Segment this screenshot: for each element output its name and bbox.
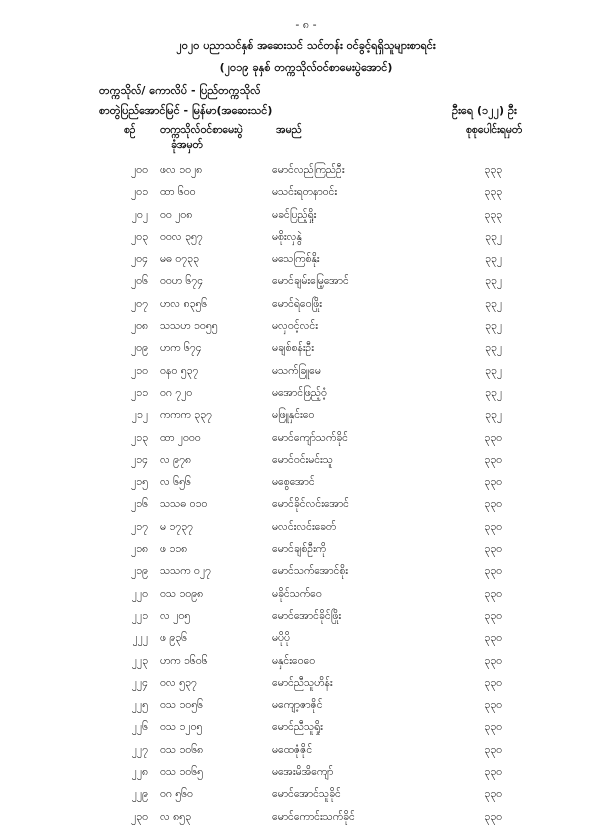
results-table [0, 164, 612, 833]
university-line: တက္ကသိုလ်/ ကောလိပ် - ပြည်တက္ကသိုလ် [99, 84, 261, 97]
table-row [0, 632, 612, 654]
header-no: စဉ် [124, 124, 136, 136]
total-score: ၃၃၀ [484, 476, 502, 489]
row-number: ၂၂၁ [131, 609, 148, 622]
table-row [0, 543, 612, 565]
total-score: ၃၃၀ [484, 699, 502, 712]
total-score: ၃၃၀ [484, 766, 502, 779]
total-score: ၃၃၀ [484, 676, 502, 689]
total-score: ၃၃၃ [484, 164, 502, 176]
row-number: ၂၀၈ [130, 320, 148, 333]
total-score: ၃၃၀ [484, 543, 502, 556]
total-score: ၃၃၀ [484, 721, 502, 734]
table-row [0, 365, 612, 387]
total-count: ဦးရေ (၁၂၂) ဦး [452, 104, 517, 117]
row-number: ၂၂၉ [131, 788, 148, 801]
header-roll-line1: တက္ကသိုလ်ဝင်စာမေးပွဲ [160, 124, 243, 136]
roll-number: သသဟ ၁၀၅၅ [160, 320, 218, 333]
table-row [0, 766, 612, 788]
row-number: ၂၂၂ [132, 632, 148, 645]
student-name: မသေကြစ်နိုး [272, 253, 320, 266]
student-name: မလှဝင့်လင်း [272, 320, 318, 333]
roll-number: ဖ ၉၃၆ [160, 632, 188, 645]
table-row [0, 231, 612, 253]
roll-number: ဝသ ၁၀၆၈ [160, 743, 204, 756]
row-number: ၂၁၇ [131, 520, 148, 533]
table-row [0, 476, 612, 498]
table-row [0, 342, 612, 364]
student-name: မောင်ဝင်းမင်းသူ [272, 453, 333, 466]
total-score: ၃၃၂ [485, 297, 502, 310]
table-row [0, 565, 612, 587]
student-name: မောင်အောင်ခိုင်ဖြိုး [272, 609, 342, 622]
total-score: ၃၃၀ [484, 632, 502, 645]
total-score: ၃၃၂ [485, 342, 502, 355]
student-name: မလင်းလင်းခေတ် [272, 520, 337, 533]
total-score: ၃၃၀ [484, 453, 502, 466]
student-name: မထေဇုံဇိုင် [272, 743, 313, 756]
total-score: ၃၃၀ [484, 565, 502, 578]
row-number: ၂၁၆ [131, 498, 148, 511]
student-name: မောင်ကောင်းသက်ခိုင် [272, 810, 355, 823]
roll-number: လ ၆၅၆ [160, 476, 191, 489]
student-name: မပိုပို [272, 632, 290, 645]
student-name: မသက်ခြူမေ [272, 364, 321, 377]
row-number: ၂၀၇ [131, 297, 148, 310]
total-score: ၃၃၂ [485, 320, 502, 333]
student-name: မဖြူနှင်းဝေ [272, 409, 315, 422]
row-number: ၂၂၈ [131, 766, 148, 779]
student-name: မောင်ချမ်းမြေ့အောင် [272, 275, 349, 288]
roll-number: လ ၉၇၈ [160, 453, 191, 466]
roll-number: ထာ ၆၀၀ [160, 186, 196, 199]
roll-number: ထာ ၂၀၀၀ [160, 431, 201, 444]
table-row [0, 521, 612, 543]
table-row [0, 699, 612, 721]
header-name: အမည် [276, 124, 302, 136]
student-name: မစွေအောင် [272, 476, 315, 489]
student-name: မောင်ညီသူရှိုး [272, 721, 323, 734]
student-name: မသင်းရတနာဝင်း [272, 186, 338, 199]
total-score: ၃၃၀ [484, 654, 502, 667]
table-row [0, 677, 612, 699]
table-row [0, 387, 612, 409]
row-number: ၂၁၀ [131, 364, 148, 377]
roll-number: ဝလ ၅၃၇ [160, 676, 197, 689]
table-row [0, 721, 612, 743]
total-score: ၃၃၂ [485, 230, 502, 243]
roll-number: ဟလ ၈၃၅၆ [160, 297, 208, 310]
student-name: မောင်သက်အောင်စိုး [272, 565, 348, 578]
roll-number: မဓ ၀၇၃၃ [160, 253, 199, 266]
table-row [0, 409, 612, 431]
total-score: ၃၃၀ [484, 609, 502, 622]
student-name: မနှင်းဝေဝေ [272, 654, 316, 667]
roll-number: ဝသ ၁၀၆၅ [160, 766, 204, 779]
row-number: ၂၀၆ [131, 275, 148, 288]
roll-number: ဝဝ ၂၀၈ [160, 208, 193, 221]
row-number: ၂၁၂ [131, 409, 148, 422]
roll-number: ဝသ ၁၀၅၆ [160, 699, 204, 712]
roll-number: ဝဝဟ ၆၇၄ [160, 275, 204, 288]
table-row [0, 811, 612, 833]
total-score: ၃၃၂ [485, 386, 502, 399]
total-score: ၃၃၀ [484, 431, 502, 444]
student-name: မောင်ရဲဝေဖြိုး [272, 297, 322, 310]
total-score: ၃၃၀ [484, 587, 502, 600]
roll-number: ဝဝလ ၃၅၇ [160, 230, 203, 243]
document-subtitle: (၂၀၁၉ ခုနှစ် တက္ကသိုလ်ဝင်စာမေးပွဲအောင်) [219, 61, 393, 74]
header-score: စုစုပေါင်းရမှတ် [466, 124, 523, 136]
roll-number: ဝသ ၁၂၀၅ [160, 721, 203, 734]
student-name: မောင်ချစ်ဦးကို [272, 543, 327, 556]
roll-number: ဖလ ၁၀၂၈ [160, 164, 203, 176]
table-row [0, 588, 612, 610]
row-number: ၂၃၀ [131, 810, 148, 823]
row-number: ၂၀၉ [131, 342, 148, 355]
total-score: ၃၃၀ [484, 520, 502, 533]
total-score: ၃၃၀ [484, 810, 502, 823]
page-number: - ၈ - [295, 18, 317, 31]
student-name: မောင်လည်ကြည်ဦး [272, 164, 345, 176]
roll-number: ဝနဝ ၅၃၇ [160, 364, 199, 377]
row-number: ၂၀၃ [131, 230, 148, 243]
student-name: မစိုးလှနွဲ [272, 230, 302, 243]
table-row [0, 320, 612, 342]
total-score: ၃၃၃ [484, 186, 502, 199]
roll-number: လ ၂၀၅ [160, 609, 191, 622]
student-name: မောင်ခိုင်လင်းအောင် [272, 498, 349, 511]
table-row [0, 610, 612, 632]
row-number: ၂၂၅ [131, 699, 148, 712]
row-number: ၂၂၇ [131, 743, 148, 756]
table-row [0, 432, 612, 454]
program-line: စာတွဲပြည်အောင်မြင် - မြန်မာ(အဆေးသင်) [99, 104, 273, 117]
row-number: ၂၂၀ [131, 587, 148, 600]
student-name: မအောင်ဖြည့်ဝံ့ [272, 386, 327, 399]
roll-number: ဟက ၆၇၄ [160, 342, 202, 355]
total-score: ၃၃၀ [484, 498, 502, 511]
student-name: မောင်ကျော်သက်ခိုင် [272, 431, 348, 444]
row-number: ၂၁၃ [131, 431, 148, 444]
row-number: ၂၀၀ [131, 164, 148, 176]
total-score: ၃၃၂ [485, 275, 502, 288]
total-score: ၃၃၃ [484, 208, 502, 221]
roll-number: သသက ၀၂၇ [160, 565, 211, 578]
row-number: ၂၂၄ [131, 676, 148, 689]
roll-number: ကကက ၃၃၇ [160, 409, 212, 422]
roll-number: လ ၈၅၃ [160, 810, 191, 823]
student-name: မအေးမိအိကျော် [272, 766, 334, 779]
row-number: ၂၁၅ [131, 476, 148, 489]
table-row [0, 498, 612, 520]
total-score: ၃၃၂ [485, 409, 502, 422]
student-name: မောင်အောင်သူခိုင် [272, 788, 341, 801]
total-score: ၃၃၂ [485, 364, 502, 377]
document-title: ၂၀၂၀ ပညာသင်နှစ် အဆေးသင် သင်တန်း ဝင်ခွင့်ရရှိသူများစာရင်း [176, 39, 436, 52]
table-row [0, 253, 612, 275]
table-row [0, 298, 612, 320]
roll-number: ဟက ၁၆၀၆ [160, 654, 208, 667]
table-row [0, 186, 612, 208]
table-row [0, 454, 612, 476]
row-number: ၂၀၂ [131, 208, 148, 221]
student-name: မချစ်စန်းဦး [272, 342, 314, 355]
row-number: ၂၀၁ [131, 186, 148, 199]
row-number: ၂၁၈ [130, 543, 148, 556]
header-roll-line2: ခုံအမှတ် [171, 139, 203, 151]
student-name: မခင်ပြည့်ရှိုး [272, 208, 317, 221]
total-score: ၃၃၀ [484, 788, 502, 801]
table-row [0, 744, 612, 766]
student-name: မကျော့ဇာဇိုင် [272, 699, 323, 712]
roll-number: ဝဂ ၅၆၀ [160, 788, 193, 801]
table-row [0, 164, 612, 186]
roll-number: ဖ ၁၁၈ [160, 543, 188, 556]
table-row [0, 275, 612, 297]
row-number: ၂၀၄ [131, 253, 148, 266]
roll-number: သသဓ ၀၁၀ [160, 498, 208, 511]
roll-number: ဝသ ၁၀၉၈ [160, 587, 204, 600]
roll-number: မ ၁၇၃၇ [160, 520, 193, 533]
total-score: ၃၃၀ [484, 743, 502, 756]
row-number: ၂၁၉ [131, 565, 148, 578]
row-number: ၂၁၁ [131, 386, 148, 399]
student-name: မောင်ညီသူဟိန်း [272, 676, 333, 689]
row-number: ၂၂၆ [131, 721, 148, 734]
roll-number: ဝဂ ၇၂၀ [160, 386, 193, 399]
student-name: မခိုင်သက်ဝေ [272, 587, 322, 600]
total-score: ၃၃၂ [485, 253, 502, 266]
table-row [0, 655, 612, 677]
row-number: ၂၂၃ [131, 654, 148, 667]
table-row [0, 209, 612, 231]
row-number: ၂၁၄ [131, 453, 148, 466]
